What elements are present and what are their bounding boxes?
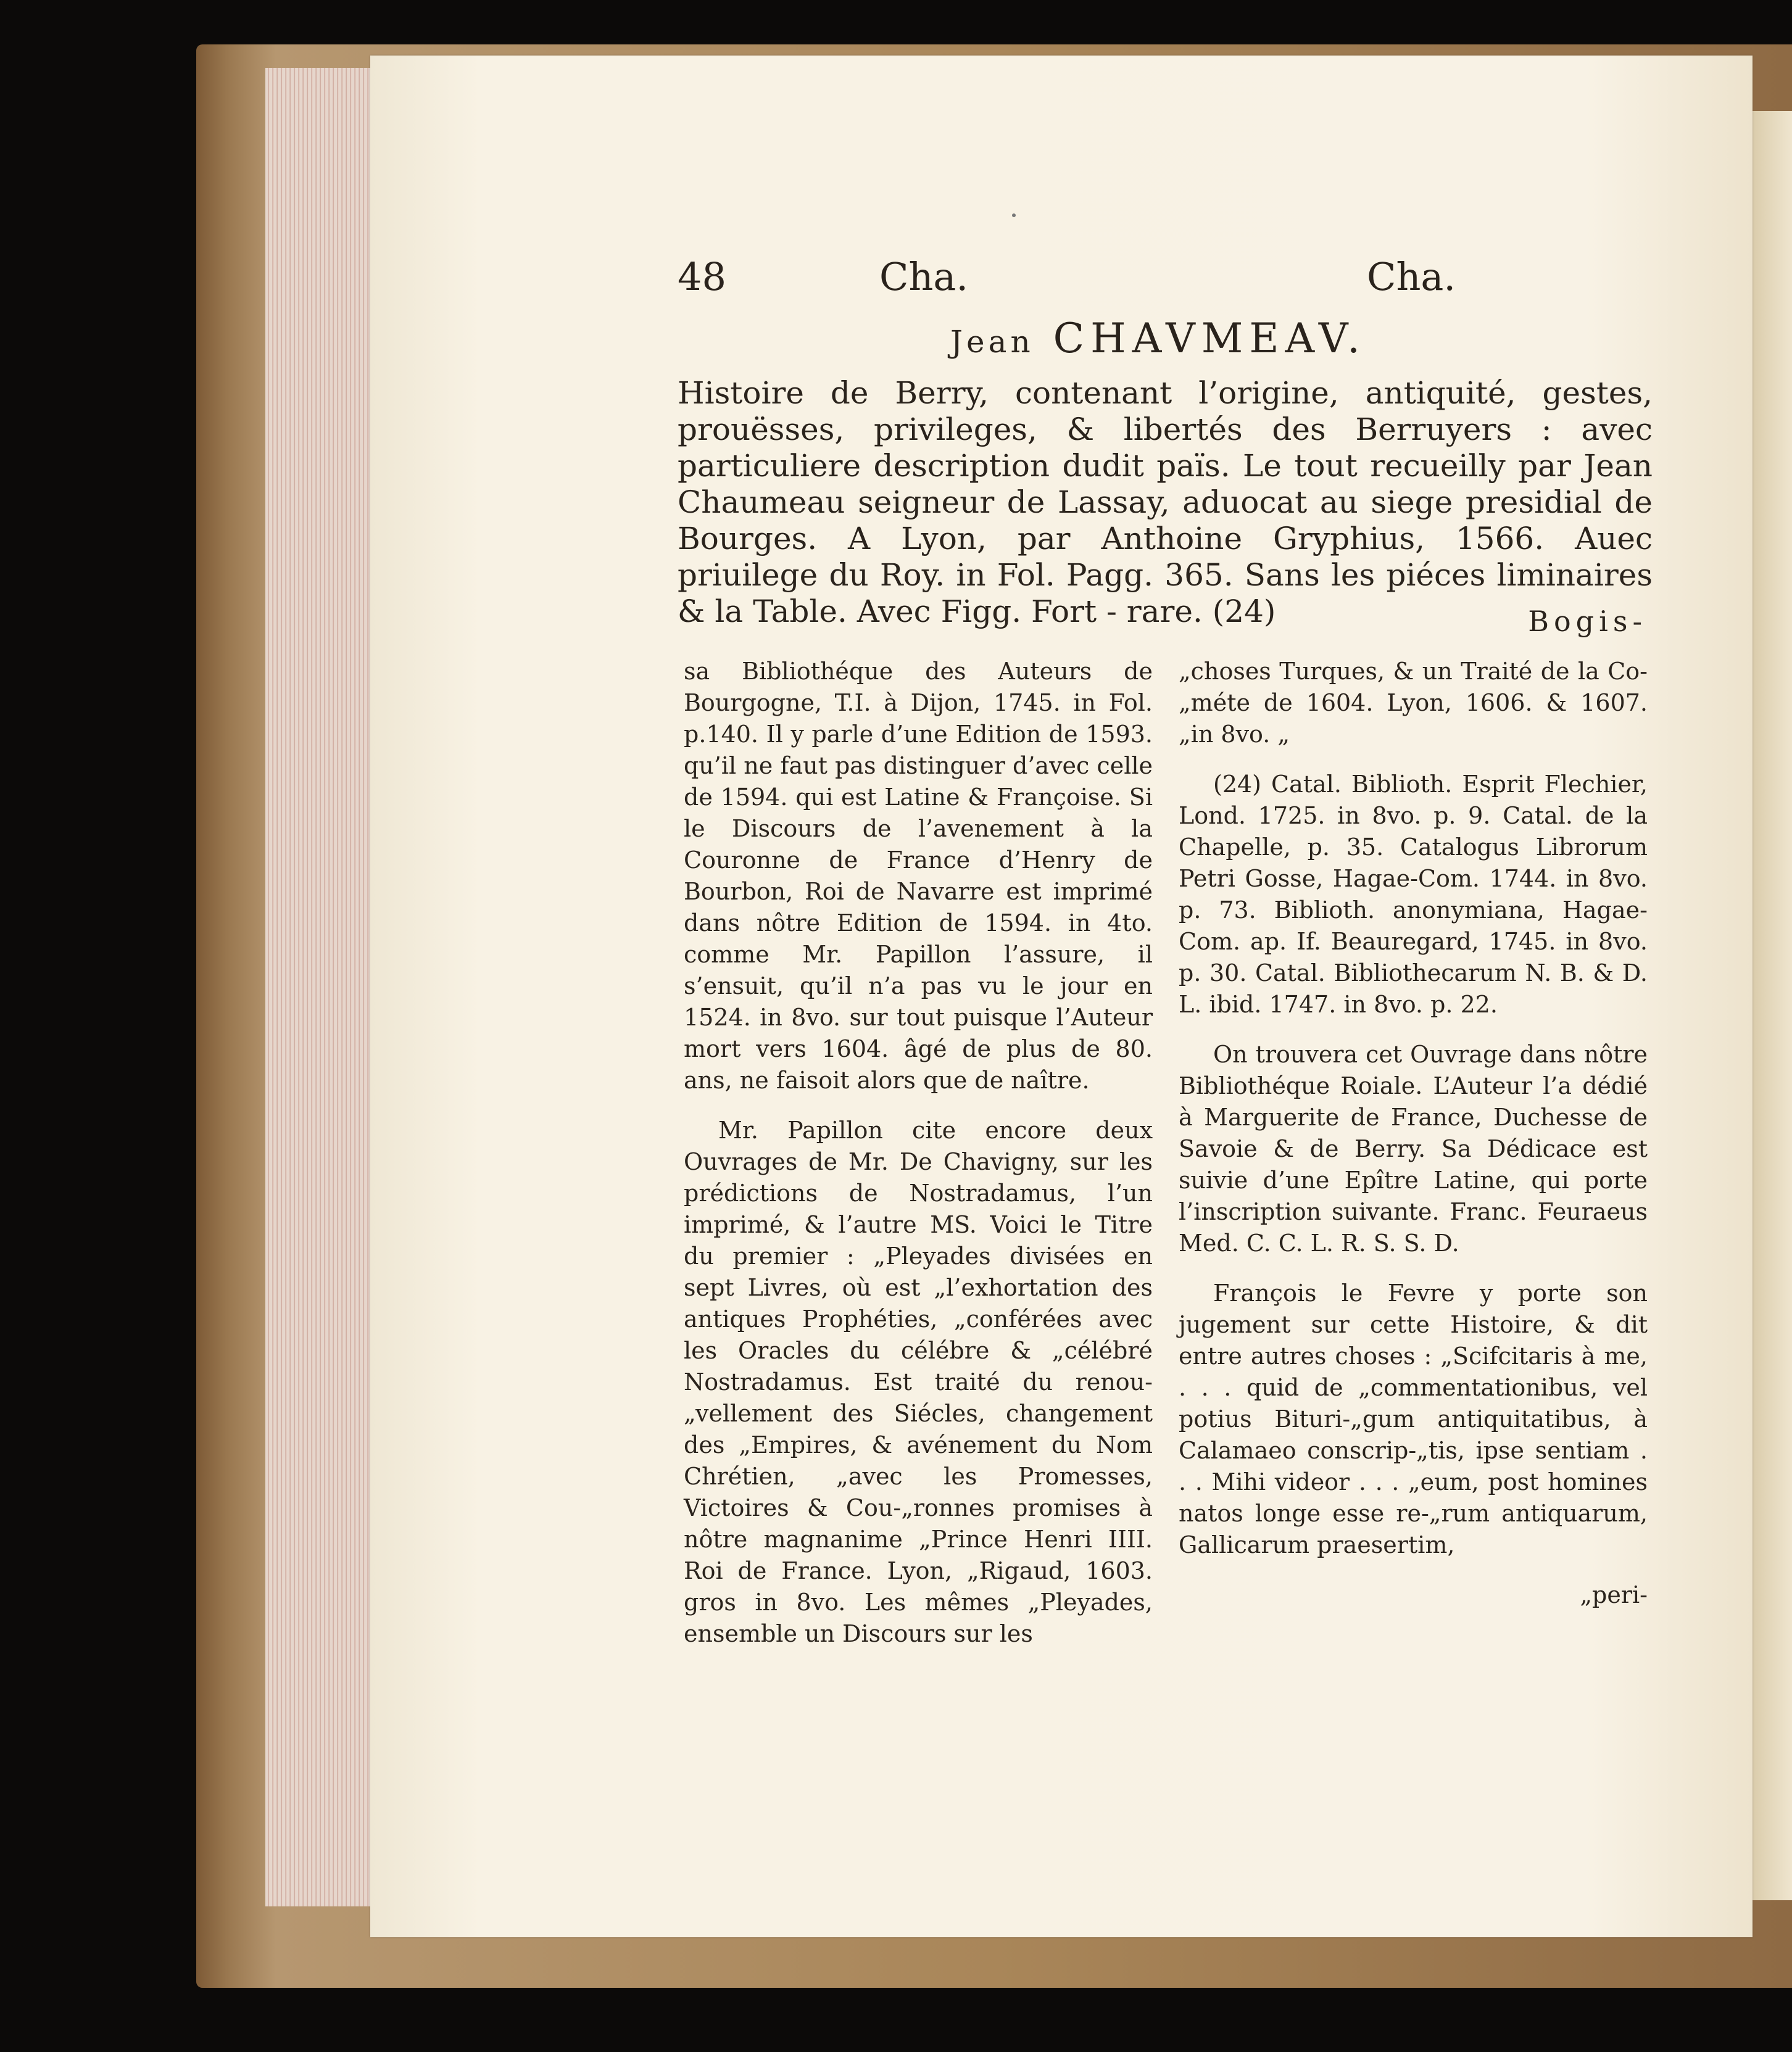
page-number: 48 <box>678 254 726 299</box>
left-paragraph-1: sa Bibliothéque des Auteurs de Bourgogne, T.I. à Dijon, 1745. in Fol. p.140. Il y parle d’une Edition de 1593. qu’il ne faut pas distinguer d’avec celle de 1594. qui est Latine & Françoise. Si le Discours de l’avenement à la Couronne de France d’Henry de Bourbon, Roi de Navarre est imprimé dans nôtre Edition de 1594. in 4to. comme Mr. Papillon l’assure, il s’ensuit, qu’il n’a pas vu le jour en 1524. in 8vo. sur tout puisque l’Auteur mort vers 1604. âgé de plus de 80. ans, ne faisoit alors que de naître. <box>684 658 1153 1094</box>
right-paragraph-4: François le Fevre y porte son jugement sur cette Histoire, & dit entre autres choses : „Scifcitaris à me, . . . quid de „commentationibus, vel potius Bituri-„gum antiquitatibus, à Calamaeo conscrip-„tis, ipse sentiam . . . Mihi videor . . . „eum, post homines natos longe esse re-„rum antiquarum, Gallicarum praesertim, <box>1179 1280 1648 1558</box>
right-paragraph-1: „choses Turques, & un Traité de la Co-„méte de 1604. Lyon, 1606. & 1607. „in 8vo. „ <box>1179 658 1648 748</box>
right-paragraph-3: On trouvera cet Ouvrage dans nôtre Bibliothéque Roiale. L’Auteur l’a dédié à Marguerite de France, Duchesse de Savoie & de Berry. Sa Dédicace est suivie d’une Epître Latine, qui porte l’inscription suivante. Franc. Feuraeus Med. C. C. L. R. S. S. D. <box>1179 1041 1648 1257</box>
catchword: Bogis- <box>1528 605 1647 638</box>
author-first-name: Jean <box>950 324 1034 360</box>
left-paragraph-2: Mr. Papillon cite encore deux Ouvrages de Mr. De Chavigny, sur les prédictions de Nostradamus, l’un imprimé, & l’autre MS. Voici le Titre du premier : „Pleyades divisées en sept Livres, où est „l’exhortation des antiques Prophéties, „conférées avec les Oracles du célébre & „célébré Nostradamus. Est traité du renou-„vellement des Siécles, changement des „Empires, & avénement du Nom Chrétien, „avec les Promesses, Victoires & Cou-„ronnes promises à nôtre magnanime „Prince Henri IIII. Roi de France. Lyon, „Rigaud, 1603. gros in 8vo. Les mêmes „Pleyades, ensemble un Discours sur les <box>684 1117 1153 1647</box>
footnote-24: (24) Catal. Biblioth. Esprit Flechier, Lond. 1725. in 8vo. p. 9. Catal. de la Chapelle, p. 35. Catalogus Librorum Petri Gosse, Hagae-Com. 1744. in 8vo. p. 73. Biblioth. anonymiana, Hagae-Com. ap. If. Beauregard, 1745. in 8vo. p. 30. Catal. Bibliothecarum N. B. & D. L. ibid. 1747. in 8vo. p. 22. <box>1179 771 1648 1018</box>
running-head-left: Cha. <box>879 254 969 299</box>
running-head-right: Cha. <box>1367 254 1456 299</box>
right-column <box>1179 656 1648 1611</box>
left-column <box>684 656 1153 1668</box>
facing-page-edge <box>1748 111 1792 1900</box>
page-edges <box>265 68 376 1906</box>
entry-body: Histoire de Berry, contenant l’origine, antiquité, gestes, prouësses, privileges, & libertés des Berruyers : avec particuliere description dudit païs. Le tout recueilly par Jean Chaumeau seigneur de Lassay, aduocat au siege presidial de Bourges. A Lyon, par Anthoine Gryphius, 1566. Auec priuilege du Roy. in Fol. Pagg. 365. Sans les piéces liminaires & la Table. Avec Figg. Fort - rare. (24) <box>678 375 1653 629</box>
running-head <box>666 254 1456 304</box>
page-mark <box>1012 213 1016 217</box>
entry-title <box>950 315 1366 362</box>
right-catchword: „peri- <box>1580 1581 1648 1608</box>
author-last-name: CHAVMEAV. <box>1053 315 1366 362</box>
